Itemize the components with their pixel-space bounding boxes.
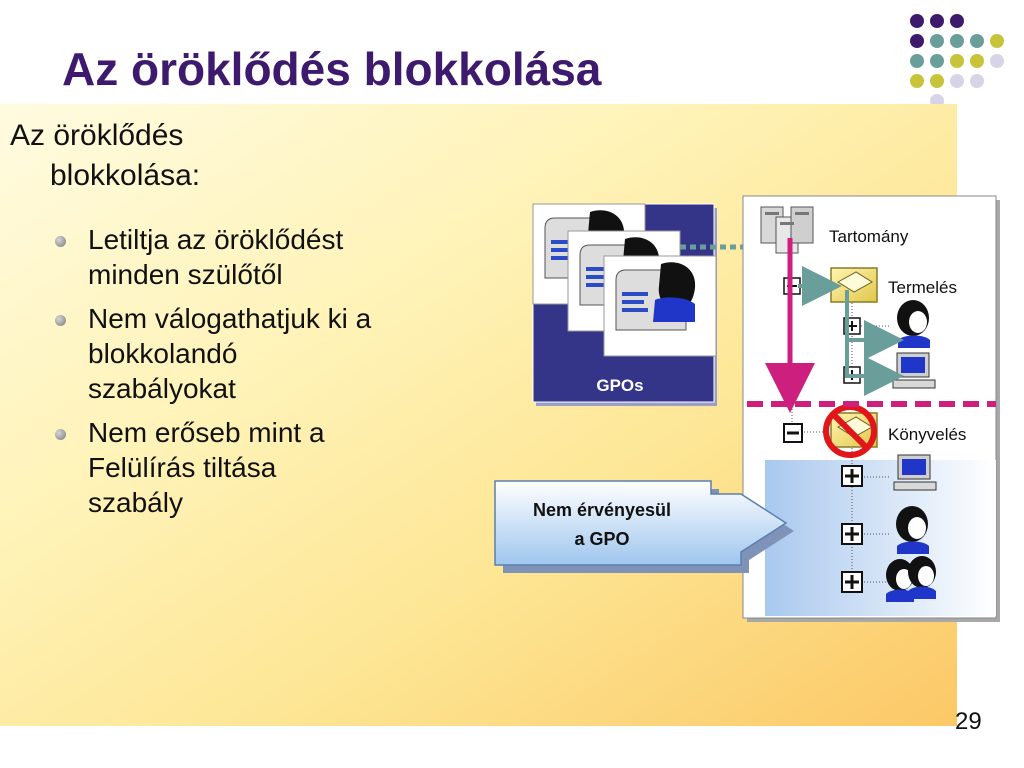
callout-line-1: Nem érvényesül [532,500,672,520]
bullet-text-line: szabályokat [88,373,236,404]
ou2-label: Könyvelés [888,425,967,444]
gpo-document-icon [604,256,716,356]
expand-box-icon[interactable] [842,572,862,592]
computer-icon [894,455,936,490]
bullet-text-line: Felülírás tiltása [88,452,277,483]
domain-label: Tartomány [829,227,909,246]
collapse-box-icon[interactable] [784,424,802,442]
blocked-area [765,460,996,616]
callout-line-2: a GPO [574,529,630,549]
user-icon [896,506,929,554]
bullet-text-line: Letiltja az öröklődést [88,224,344,255]
bullet-text-line: blokkolandó [88,338,238,369]
expand-box-icon[interactable] [842,524,862,544]
page-number: 29 [955,708,982,735]
heading-line-1: Az öröklődés [10,119,184,152]
gpo-stack [533,204,717,406]
heading-line-2: blokkolása: [50,159,201,192]
bullet-text-line: Nem erőseb mint a [88,417,325,448]
slide-title: Az öröklődés blokkolása [62,43,602,95]
ou1-label: Termelés [888,278,957,297]
bullet-text-line: Nem válogathatjuk ki a [88,303,372,334]
user-group-icon [886,556,936,602]
user-icon [897,300,930,348]
bullet-text-line: szabály [88,487,183,518]
ou-folder-icon [831,268,877,302]
computer-icon [893,353,935,388]
expand-box-icon[interactable] [842,466,862,486]
ou-tree-panel [743,196,1000,622]
gpos-label: GPOs [596,376,644,395]
bullet-text-line: minden szülőtől [88,259,283,290]
